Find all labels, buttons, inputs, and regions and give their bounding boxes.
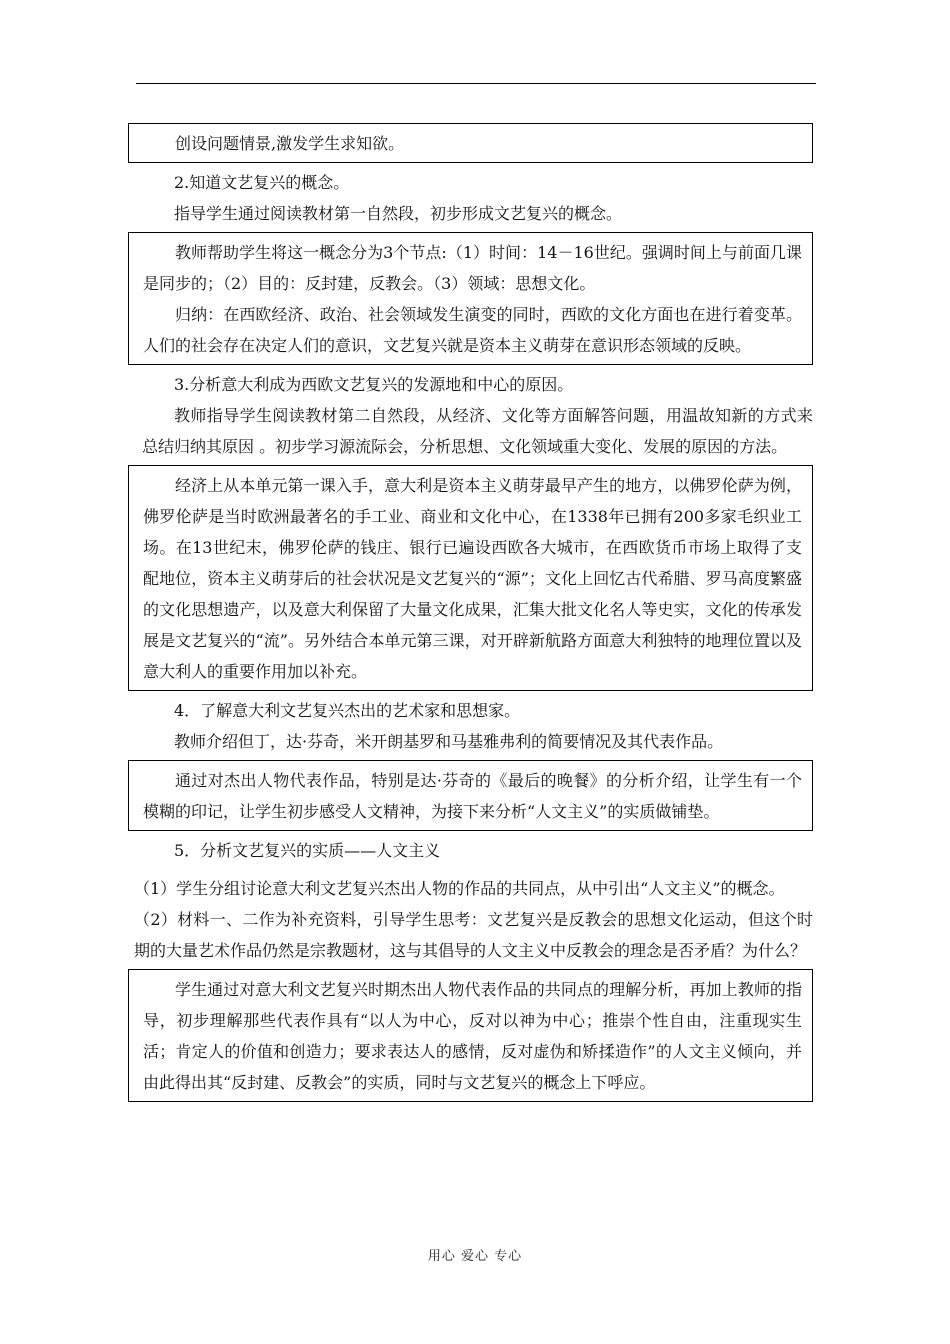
paragraph: 2.知道文艺复兴的概念。 [174, 173, 350, 192]
section-text [128, 365, 813, 465]
paragraph: 经济上从本单元第一课入手，意大利是资本主义萌芽最早产生的地方，以佛罗伦萨为例，佛罗伦萨是当时欧洲最著名的手工业、商业和文化中心，在1338年已拥有200多家毛织业工场。在13世纪末，佛罗伦萨的钱庄、银行已遍设西欧各大城市，在西欧货币市场上取得了支配地位，资本主义萌芽后的社会状况是文艺复兴的“源”；文化上回忆古代希腊、罗马高度繁盛的文化思想遗产，以及意大利保留了大量文化成果，汇集大批文化名人等史实，文化的传承发展是文艺复兴的“流”。另外结合本单元第三课，对开辟新航路方面意大利独特的地理位置以及意大利人的重要作用加以补充。 [143, 476, 802, 681]
paragraph: 教师指导学生阅读教材第二自然段，从经济、文化等方面解答问题，用温故知新的方式来总结归纳其原因 。初步学习源流际会，分析思想、文化领域重大变化、发展的原因的方法。 [142, 406, 813, 456]
paragraph: 归纳：在西欧经济、政治、社会领域发生演变的同时，西欧的文化方面也在进行着变革。人们的社会存在决定人们的意识，文艺复兴就是资本主义萌芽在意识形态领域的反映。 [143, 305, 802, 355]
header-rule [136, 83, 816, 84]
boxed-note [128, 969, 813, 1102]
paragraph: 4．了解意大利文艺复兴杰出的艺术家和思想家。 [174, 701, 521, 720]
boxed-note [128, 232, 813, 365]
section-text [128, 163, 813, 232]
paragraph: 学生通过对意大利文艺复兴时期杰出人物代表作品的共同点的理解分析，再加上教师的指导，初步理解那些代表作具有“以人为中心，反对以神为中心；推崇个性自由，注重现实生活；肯定人的价值和创造力；要求表达人的感情，反对虚伪和矫揉造作”的人文主义倾向，并由此得出其“反封建、反教会”的实质，同时与文艺复兴的概念上下呼应。 [143, 980, 802, 1092]
boxed-note [128, 123, 813, 163]
paragraph: 教师介绍但丁，达·芬奇，米开朗基罗和马基雅弗利的简要情况及其代表作品。 [174, 732, 724, 751]
paragraph: 3.分析意大利成为西欧文艺复兴的发源地和中心的原因。 [174, 375, 574, 394]
section-text [128, 831, 813, 869]
paragraph: （2）材料一、二作为补充资料，引导学生思考：文艺复兴是反教会的思想文化运动，但这个时期的大量艺术作品仍然是宗教题材，这与其倡导的人文主义中反教会的理念是否矛盾？为什么？ [134, 910, 813, 960]
paragraph: 创设问题情景,激发学生求知欲。 [175, 134, 405, 153]
boxed-note [128, 760, 813, 831]
page-footer: 用心 爱心 专心 [427, 1249, 523, 1264]
paragraph: 5．分析文艺复兴的实质——人文主义 [174, 841, 441, 860]
paragraph: 指导学生通过阅读教材第一自然段，初步形成文艺复兴的概念。 [174, 204, 623, 223]
discussion-items [128, 869, 813, 969]
paragraph: 教师帮助学生将这一概念分为3个节点:（1）时间：14－16世纪。强调时间上与前面几课是同步的；（2）目的：反封建，反教会。（3）领域：思想文化。 [143, 243, 802, 293]
boxed-note [128, 465, 813, 691]
paragraph: 通过对杰出人物代表作品，特别是达·芬奇的《最后的晚餐》的分析介绍，让学生有一个模糊的印记，让学生初步感受人文精神，为接下来分析“人文主义”的实质做铺垫。 [143, 771, 802, 821]
section-text [128, 691, 813, 760]
paragraph: （1）学生分组讨论意大利文艺复兴杰出人物的作品的共同点，从中引出“人文主义”的概念。 [134, 879, 785, 898]
document-body [128, 123, 813, 1102]
